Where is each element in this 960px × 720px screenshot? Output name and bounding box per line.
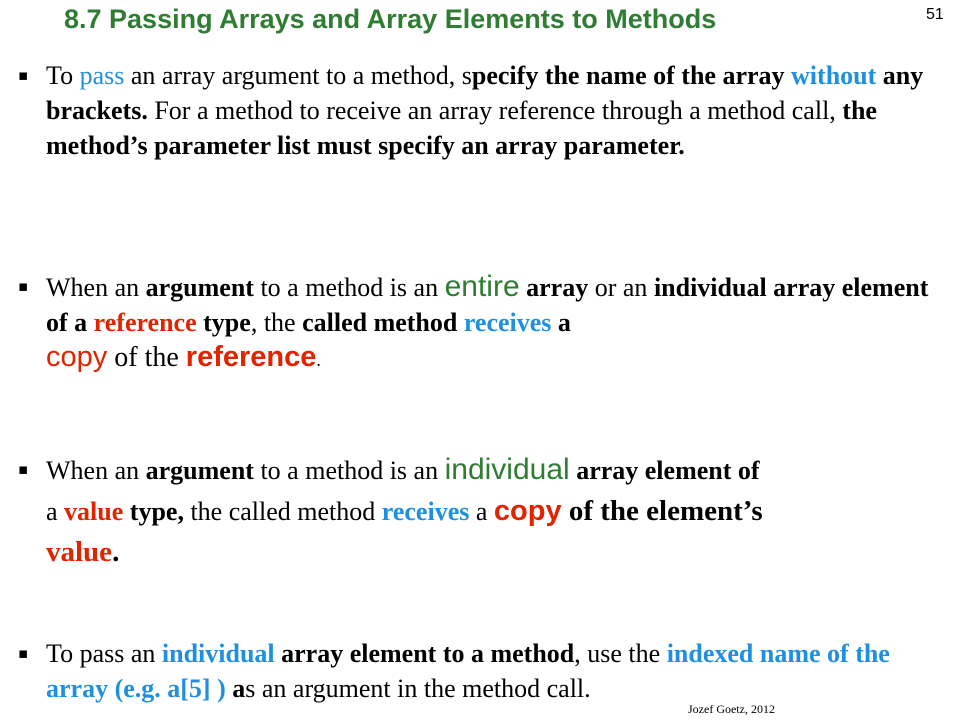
paragraph-value-type [46,450,946,573]
bullet-icon: ▪ [18,277,29,295]
text-highlight: value [46,536,113,568]
text-bold: type, [123,497,184,526]
text: When an [46,456,146,485]
text: s an argument in the method call. [245,674,591,703]
text: . [316,350,321,370]
text-highlight: pass [79,61,125,90]
text-highlight: indexed name of the array (e.g. a[5] ) [46,639,890,703]
text-highlight: value [64,497,124,526]
text-bold: a [551,308,571,337]
text-highlight: without [784,61,877,90]
text-highlight: reference [93,308,197,337]
text-highlight: reference [185,341,317,373]
paragraph-pass-array [46,58,946,163]
paragraph-individual-element [46,636,946,706]
text-bold: pecify the name of the array [471,61,785,90]
text-bold: a [225,674,246,703]
text: a [469,497,494,526]
text-bold: individual array element of a [46,273,929,337]
text: When an [46,273,146,302]
text-bold: array element of [569,456,760,485]
text-highlight: individual [444,453,570,486]
paragraph-entire-array [46,269,946,378]
text: of the [107,342,186,373]
text: , use the [574,639,667,668]
text: For a method to receive an array reference through a method call, [147,96,843,125]
text: To [46,61,80,90]
text: to a method is an [253,273,445,302]
text-highlight: entire [444,270,520,303]
page-number: 51 [926,6,944,23]
bullet-icon: ▪ [18,66,29,84]
bullet-icon: ▪ [18,644,29,662]
text: an array argument to a method, s [124,61,472,90]
text: , the [250,308,303,337]
text-bold: argument [145,456,254,485]
text: To pass an [46,639,162,668]
text-highlight: copy [493,495,562,527]
text: to a method is an [253,456,445,485]
text: the called method [183,497,382,526]
text-bold: argument [145,273,254,302]
text-bold: array [519,273,589,302]
text: a [46,497,65,526]
slide-title: 8.7 Passing Arrays and Array Elements to Methods [64,4,717,34]
text-highlight: receives [457,308,552,337]
bullet-icon: ▪ [18,460,29,478]
text-highlight: copy [46,341,108,373]
text-bold: array element to a method [274,639,575,668]
text-bold: called method [302,308,458,337]
footer-credit: Jozef Goetz, 2012 [688,702,775,716]
text-highlight: individual [161,639,275,668]
text: or an [588,273,654,302]
text-bold: the method’s parameter list must specify an array parameter. [46,96,877,160]
text-bold: . [112,536,120,568]
text-highlight: receives [381,497,470,526]
text-bold: type [196,308,251,337]
text-bold: any brackets. [46,61,924,125]
text-bold: of the element’s [561,495,763,527]
